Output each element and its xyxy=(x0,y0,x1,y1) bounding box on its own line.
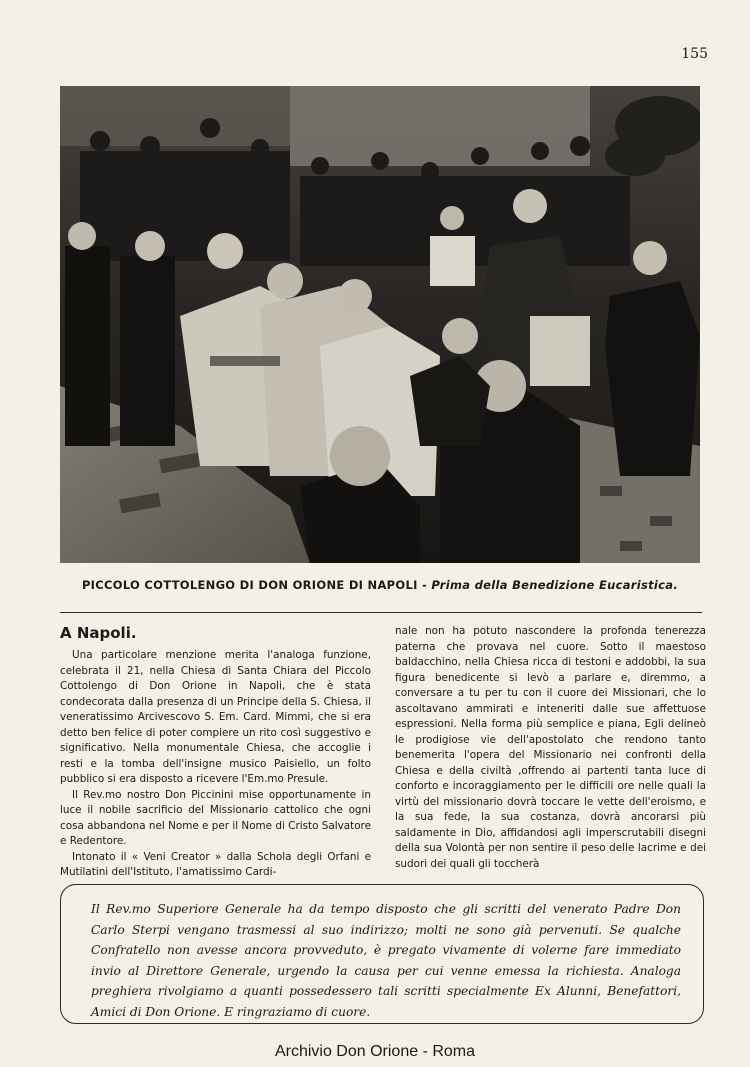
photograph-icon xyxy=(60,86,700,563)
article-paragraph: Il Rev.mo nostro Don Piccinini mise opportunamente in luce il nobile sacrificio del Missionario cattolico che ogni cosa abbandona nel Nome e per il Nome di Cristo Salvatore e Redentore. xyxy=(60,788,371,847)
article-paragraph: Intonato il « Veni Creator » dalla Schola degli Orfani e Mutilatini dell'Istituto, l'amatissimo Cardi- xyxy=(60,850,371,878)
archive-footer: Archivio Don Orione - Roma xyxy=(274,1043,476,1060)
article-heading: A Napoli. xyxy=(60,624,137,642)
ceremony-photo xyxy=(60,86,700,563)
notice-text: Il Rev.mo Superiore Generale ha da tempo disposto che gli scritti del venerato Padre Don Carlo Sterpi vengano trasmessi al suo indirizzo; molti ne sono già pervenuti. Se qualche Confratello non avesse ancora provveduto, è pregato vivamente di volerne fare immediato invio al Direttore Generale, urgendo la causa per cui venne emessa la richiesta. Analoga preghiera rivolgiamo a quanti possedessero tali scritti specialmente Ex Alunni, Benefattori, Amici di Don Orione. E ringraziamo di cuore. xyxy=(91,902,681,1019)
page-number: 155 xyxy=(681,46,708,62)
caption-title: PICCOLO COTTOLENGO DI DON ORIONE DI NAPOLI xyxy=(81,578,418,592)
caption-subtitle: Prima della Benedizione Eucaristica. xyxy=(431,578,679,592)
photo-caption xyxy=(60,578,700,592)
article-column-right xyxy=(395,624,706,872)
article-column-left xyxy=(60,624,371,878)
article-paragraph: nale non ha potuto nascondere la profonda tenerezza paterna che provava nel cuore. Sotto il maestoso baldacchino, nella Chiesa ricca di testoni e addobbi, la sua figura benedicente si levò a parlare e, diremmo, a conversare a tu per tu con il cuore dei Missionari, che lo ascoltavano ammirati e inteneriti dalle sue affettuose espressioni. Nella forma più semplice e piana, Egli delineò le prodigiose vie dell'apostolato che rendono tanto benemerita l'opera del Missionario nei confronti della Chiesa e della civiltà ,offrendo ai partenti tanta luce di conforto e incoraggiamento per le difficili ore nelle quali la virtù del missionario dovrà toccare le vette dell'eroismo, e la sua fede, la sua costanza, dovrà ancorarsi più saldamente in Dio, affidandosi agli imperscrutabili disegni della sua Volontà per non sentire il peso delle lacrime e dei sudori dei quali gli toccherà xyxy=(395,625,706,870)
section-divider xyxy=(60,612,702,613)
notice-box xyxy=(60,884,704,1024)
article-paragraph: Una particolare menzione merita l'analoga funzione, celebrata il 21, nella Chiesa di Santa Chiara del Piccolo Cottolengo di Don Orione in Napoli, che è stata condecorata dalla presenza di un Principe della S. Chiesa, il veneratissimo Arcivescovo S. Em. Card. Mimmi, che si era detto ben felice di poter compiere un rito così suggestivo e significativo. Nella monumentale Chiesa, che accoglie i resti e la tomba dell'insigne musico Paisiello, un folto pubblico si era disposto a ricevere l'Em.mo Presule. xyxy=(60,649,371,785)
article-body xyxy=(60,624,706,878)
caption-separator: - xyxy=(417,578,432,592)
